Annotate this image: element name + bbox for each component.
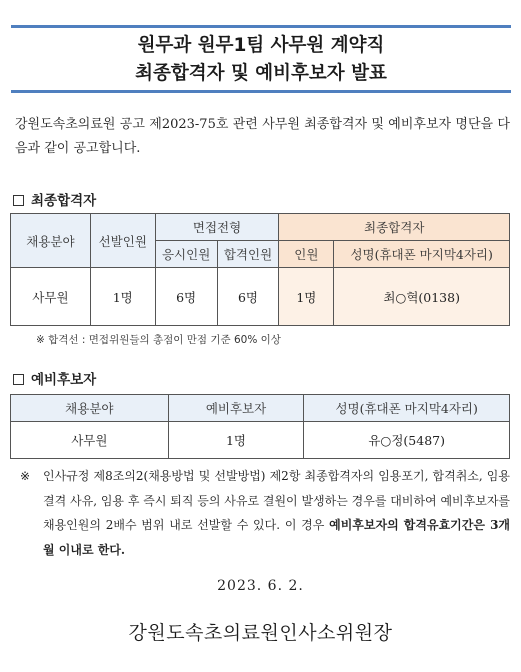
- reserve-heading-text: 예비후보자: [31, 372, 97, 388]
- note-text: 인사규정 제8조의2(채용방법 및 선발방법) 제2항 최종합격자의 임용포기, 합격취소, 임용결격 사유, 임용 후 즉시 퇴직 등의 사유로 결원이 발생하는 경우를 대비하여 예비후보자를 채용인원의 2배수 범위 내로 선발할 수 있다. 이 경우: [43, 469, 510, 532]
- note-emphasis: 예비후보자의 합격유효기간은 3개월 이내로 한다.: [43, 518, 511, 557]
- checkbox-square-icon: [13, 374, 24, 385]
- cell-selection: 1명: [90, 268, 155, 326]
- header-field: 채용분야: [11, 395, 169, 422]
- header-name: 성명(휴대폰 마지막4자리): [304, 395, 510, 422]
- cell-reserve: 1명: [168, 422, 304, 459]
- note-body: [43, 464, 510, 562]
- header-name: 성명(휴대폰 마지막4자리): [334, 241, 510, 268]
- table-row: [11, 268, 510, 326]
- cell-passed: 6명: [217, 268, 279, 326]
- table-row: [11, 422, 510, 459]
- final-heading-text: 최종합격자: [31, 193, 97, 209]
- header-field: 채용분야: [11, 214, 91, 268]
- cell-count: 1명: [279, 268, 334, 326]
- cell-name: 유○정(5487): [304, 422, 510, 459]
- header-reserve: 예비후보자: [168, 395, 304, 422]
- signer: 강원도속초의료원인사소위원장: [128, 622, 393, 644]
- header-passed: 합격인원: [217, 241, 279, 268]
- reserve-candidates-table: [10, 394, 510, 459]
- checkbox-square-icon: [13, 195, 24, 206]
- cell-applicants: 6명: [155, 268, 217, 326]
- title-line-1: 원무과 원무1팀 사무원 계약직: [137, 35, 385, 56]
- reserve-section-heading: [13, 368, 96, 388]
- header-applicants: 응시인원: [155, 241, 217, 268]
- header-final-group: 최종합격자: [279, 214, 510, 241]
- header-interview: 면접전형: [155, 214, 279, 241]
- pass-line-note: ※ 합격선 : 면접위원들의 총점이 만점 기준 60% 이상: [36, 334, 281, 346]
- intro-paragraph: 강원도속초의료원 공고 제2023-75호 관련 사무원 최종합격자 및 예비후보자 명단을 다음과 같이 공고합니다.: [15, 117, 510, 156]
- final-candidates-table: [10, 213, 510, 326]
- final-section-heading: [13, 189, 96, 209]
- title-banner: [11, 25, 511, 93]
- cell-field: 사무원: [11, 422, 169, 459]
- note-mark: ※: [20, 469, 31, 483]
- cell-field: 사무원: [11, 268, 91, 326]
- header-count: 인원: [279, 241, 334, 268]
- announcement-date: 2023. 6. 2.: [217, 578, 304, 594]
- cell-name: 최○혁(0138): [334, 268, 510, 326]
- header-selection: 선발인원: [90, 214, 155, 268]
- reserve-note: [20, 464, 510, 562]
- title-line-2: 최종합격자 및 예비후보자 발표: [135, 63, 387, 84]
